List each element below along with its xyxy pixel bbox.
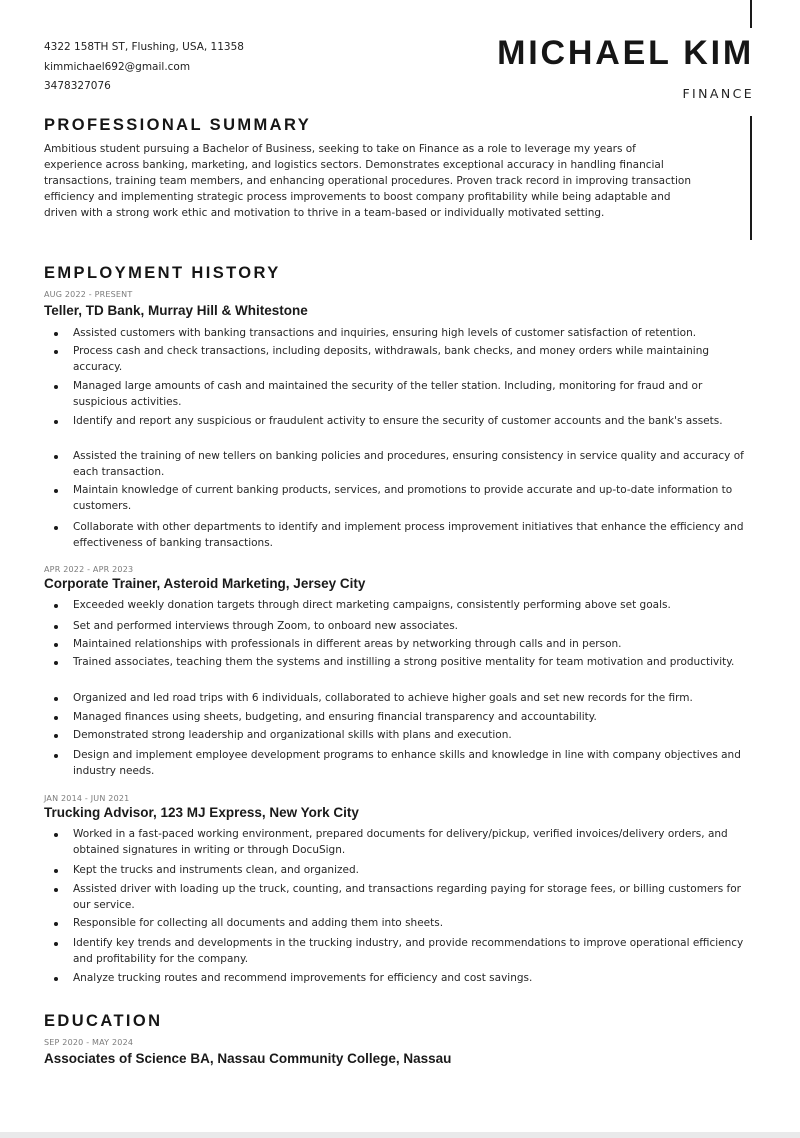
job-bullet: Identify key trends and developments in the trucking industry, and provide recommendations to improve operational efficiency and profitability for the company.: [44, 935, 744, 967]
contact-email: kimmichael692@gmail.com: [44, 60, 191, 73]
bullet-dot: [54, 888, 58, 892]
job-bullet: Trained associates, teaching them the systems and instilling a strong positive mentality for team motivation and productivity.: [44, 654, 744, 670]
summary-heading: PROFESSIONAL SUMMARY: [44, 116, 312, 134]
job-bullet: Kept the trucks and instruments clean, and organized.: [44, 862, 744, 878]
job-bullet: Analyze trucking routes and recommend improvements for efficiency and cost savings.: [44, 970, 744, 986]
job-bullet: Maintained relationships with professionals in different areas by networking through calls and in person.: [44, 636, 744, 652]
bullet-dot: [54, 350, 58, 354]
bullet-dot: [54, 754, 58, 758]
bullet-dot: [54, 922, 58, 926]
bullet-dot: [54, 716, 58, 720]
summary-text: Ambitious student pursuing a Bachelor of Business, seeking to take on Finance as a role to leverage my years of experience across banking, marketing, and logistics sectors. Demonstrates exceptional accuracy in handling financial transactions, training team members, and enhancing operational procedures. Proven track record in improving transaction efficiency and implementing strategic process improvements to boost company profitability while being adaptable and driven with a strong work ethic and motivation to thrive in a team-based or individually motivated setting.: [44, 143, 691, 219]
bullet-dot: [54, 869, 58, 873]
employment-heading: EMPLOYMENT HISTORY: [44, 264, 281, 282]
job-title: Corporate Trainer, Asteroid Marketing, Jersey City: [44, 576, 366, 591]
job-bullet: Exceeded weekly donation targets through direct marketing campaigns, consistently performing above set goals.: [44, 597, 744, 613]
bullet-dot: [54, 697, 58, 701]
contact-address: 4322 158TH ST, Flushing, USA, 11358: [44, 41, 244, 53]
contact-phone: 3478327076: [44, 80, 111, 92]
job-bullet: Design and implement employee development programs to enhance skills and knowledge in line with company objectives and industry needs.: [44, 747, 744, 779]
job-bullet: Identify and report any suspicious or fraudulent activity to ensure the security of customer accounts and the bank's assets.: [44, 413, 744, 429]
bullet-dot: [54, 604, 58, 608]
bullet-dot: [54, 734, 58, 738]
job-bullet: Process cash and check transactions, including deposits, withdrawals, bank checks, and money orders while maintaining accuracy.: [44, 343, 744, 375]
bullet-dot: [54, 489, 58, 493]
bullet-dot: [54, 385, 58, 389]
job-bullet: Set and performed interviews through Zoom, to onboard new associates.: [44, 618, 744, 634]
bullet-dot: [54, 455, 58, 459]
job-bullet: Responsible for collecting all documents and adding them into sheets.: [44, 915, 744, 931]
bullet-dot: [54, 643, 58, 647]
job-bullet: Demonstrated strong leadership and organizational skills with plans and execution.: [44, 727, 744, 743]
bullet-dot: [54, 661, 58, 665]
bullet-dot: [54, 625, 58, 629]
bullet-dot: [54, 833, 58, 837]
job-bullet: Worked in a fast-paced working environment, prepared documents for delivery/pickup, verified invoices/delivery orders, and obtained signatures in writing or through DocuSign.: [44, 826, 744, 858]
job-dates: JAN 2014 - JUN 2021: [44, 794, 130, 803]
job-bullet: Managed finances using sheets, budgeting, and ensuring financial transparency and accountability.: [44, 709, 744, 725]
candidate-name: MICHAEL KIM: [497, 34, 754, 72]
job-bullet: Organized and led road trips with 6 individuals, collaborated to achieve higher goals and set new records for the firm.: [44, 690, 744, 706]
job-bullet: Collaborate with other departments to identify and implement process improvement initiatives that enhance the efficiency and effectiveness of banking transactions.: [44, 519, 744, 551]
job-dates: APR 2022 - APR 2023: [44, 565, 134, 574]
job-title: Trucking Advisor, 123 MJ Express, New York City: [44, 805, 359, 820]
job-bullet: Assisted the training of new tellers on banking policies and procedures, ensuring consistency in service quality and accuracy of each transaction.: [44, 448, 744, 480]
job-title: Teller, TD Bank, Murray Hill & Whitestone: [44, 303, 308, 318]
job-bullet: Assisted driver with loading up the truck, counting, and transactions regarding paying for storage fees, or billing customers for our service.: [44, 881, 744, 913]
education-heading: EDUCATION: [44, 1012, 163, 1030]
bullet-dot: [54, 332, 58, 336]
side-accent-rule: [750, 116, 752, 240]
job-bullet: Maintain knowledge of current banking products, services, and promotions to provide accurate and up-to-date information to customers.: [44, 482, 744, 514]
contact-block: [44, 38, 244, 97]
page-bottom-edge: [0, 1132, 800, 1138]
education-degree: Associates of Science BA, Nassau Community College, Nassau: [44, 1051, 452, 1066]
bullet-dot: [54, 420, 58, 424]
top-accent-rule: [750, 0, 752, 28]
job-bullet: Managed large amounts of cash and maintained the security of the teller station. Including, monitoring for fraud and or suspicious activities.: [44, 378, 744, 410]
bullet-dot: [54, 942, 58, 946]
job-dates: AUG 2022 - PRESENT: [44, 290, 133, 299]
job-bullet: Assisted customers with banking transactions and inquiries, ensuring high levels of customer satisfaction of retention.: [44, 325, 744, 341]
candidate-role: FINANCE: [682, 86, 754, 101]
education-dates: SEP 2020 - MAY 2024: [44, 1038, 134, 1047]
bullet-dot: [54, 526, 58, 530]
bullet-dot: [54, 977, 58, 981]
